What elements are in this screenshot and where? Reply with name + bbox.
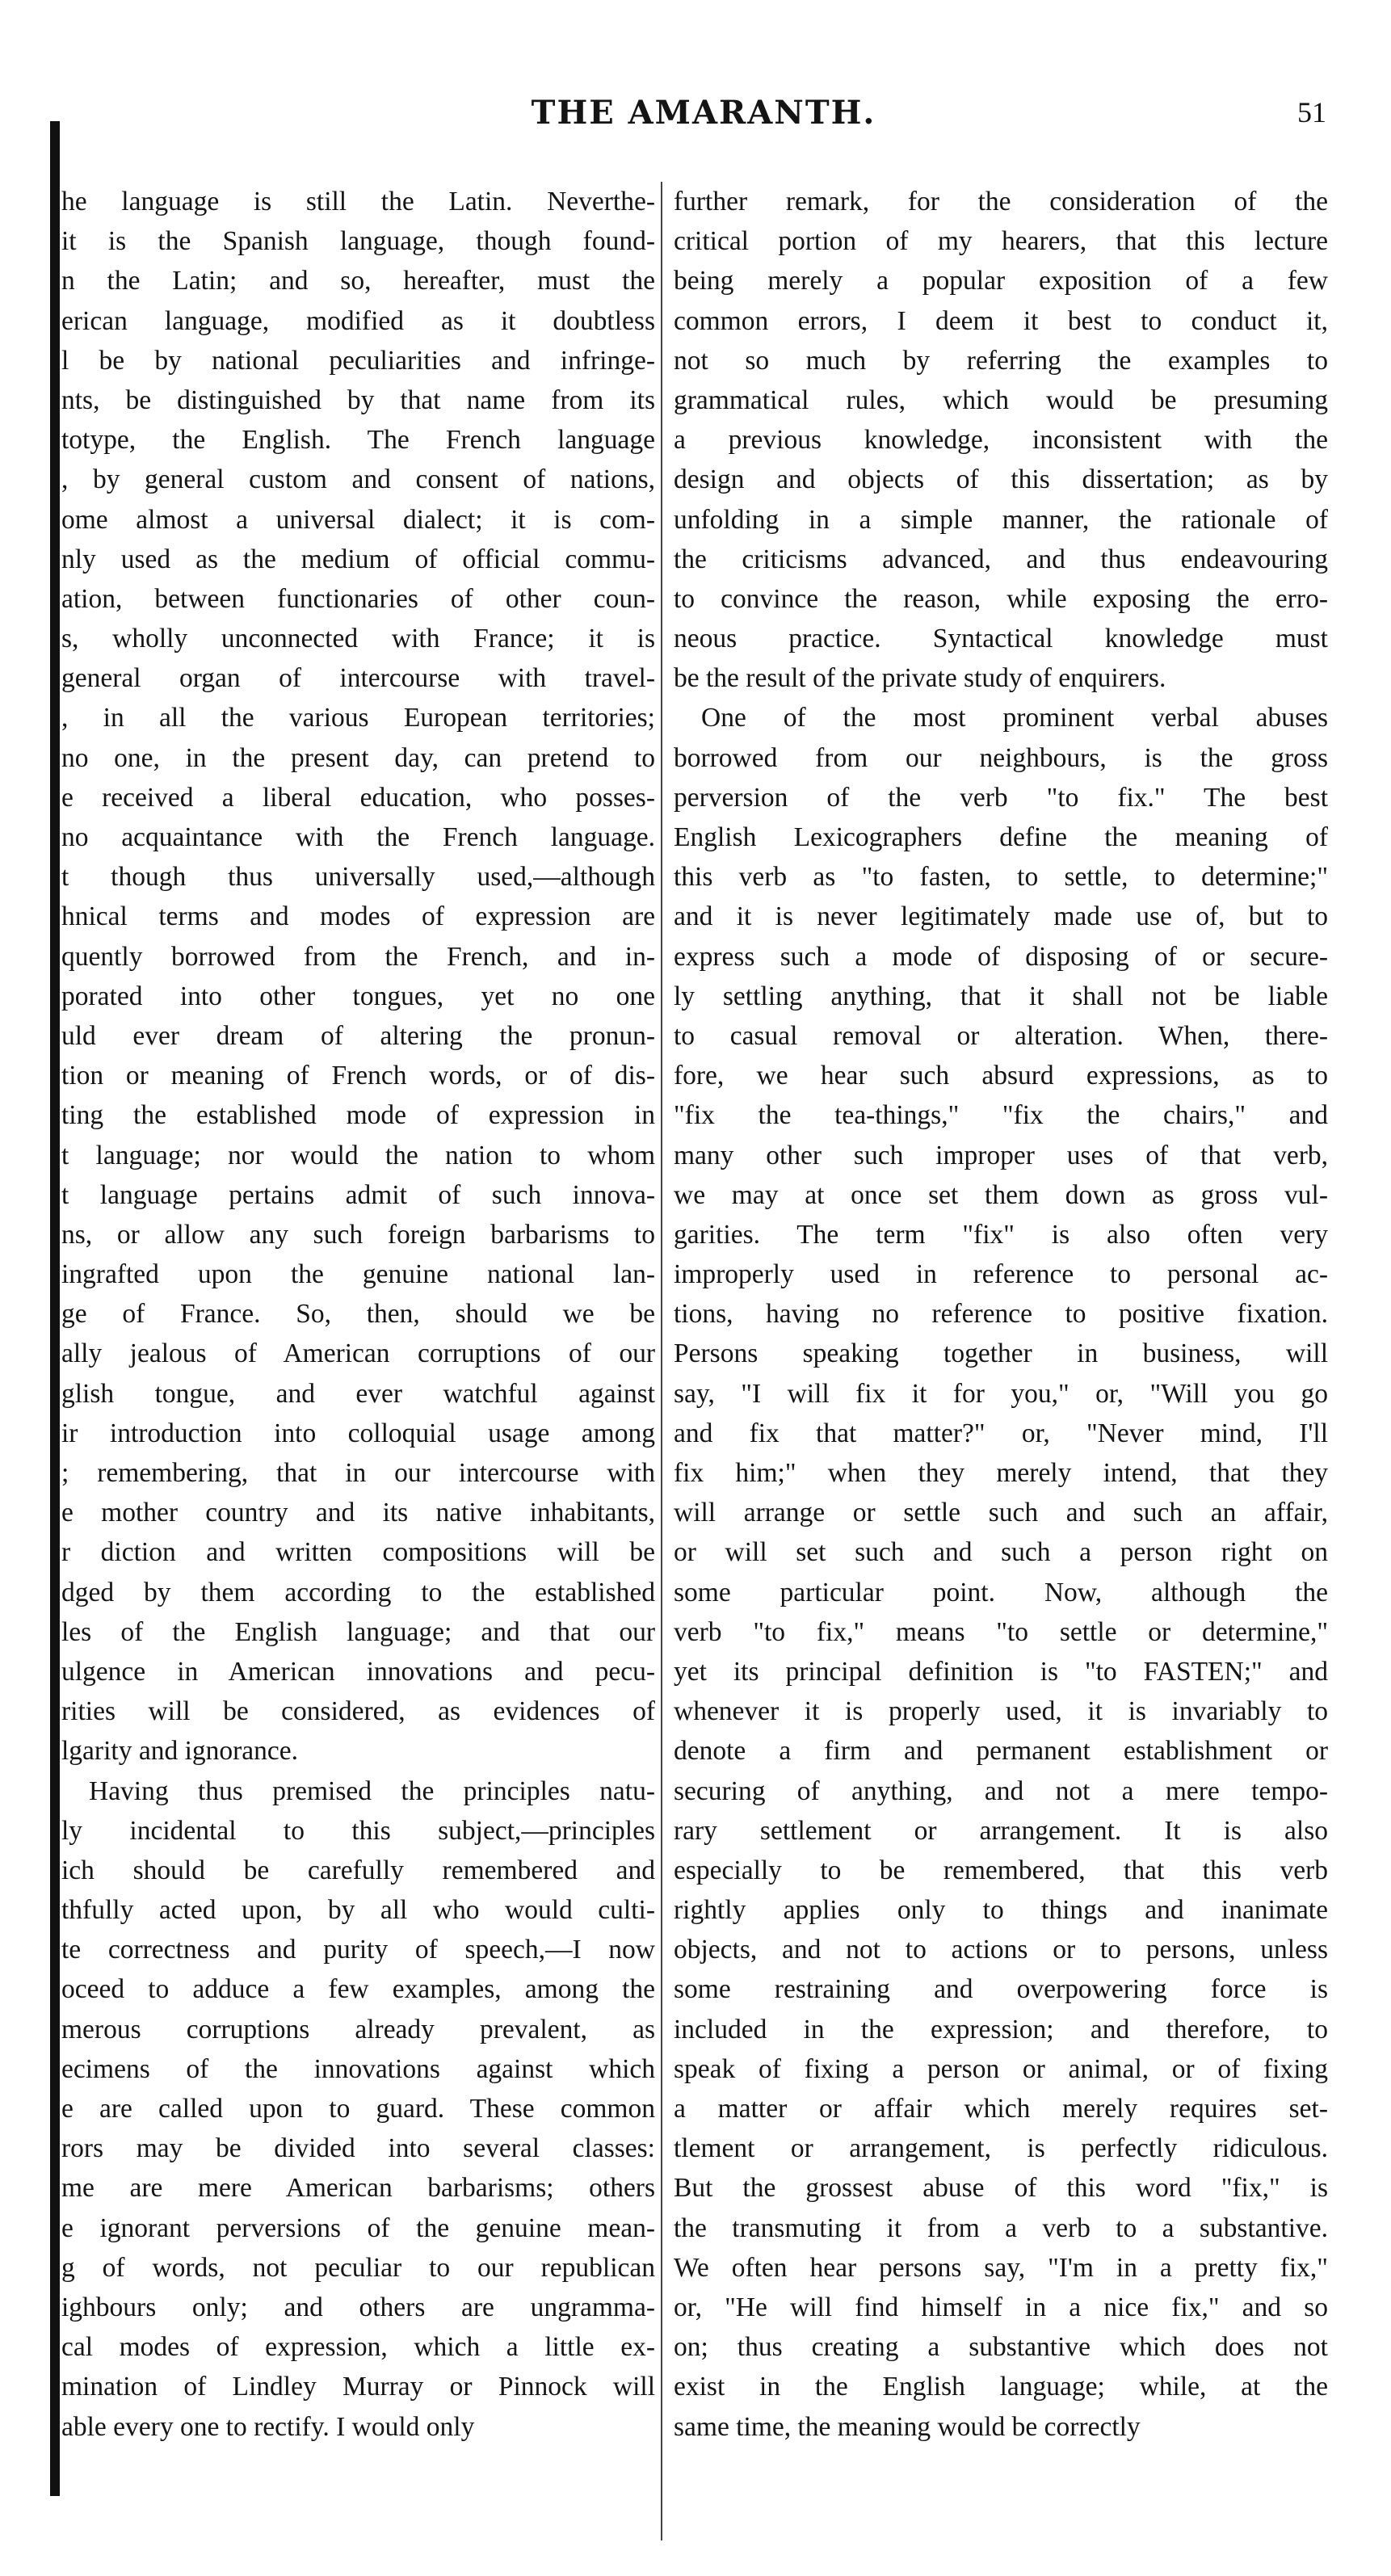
text-line: grammatical rules, which would be presuming	[674, 385, 1328, 415]
text-line: express such a mode of disposing of or secure-	[674, 941, 1328, 972]
text-line: to convince the reason, while exposing the erro-	[674, 583, 1328, 614]
text-line: on; thus creating a substantive which does not	[674, 2332, 1328, 2363]
text-line: s, wholly unconnected with France; it is	[61, 624, 655, 654]
text-line: tlement or arrangement, is perfectly ridiculous.	[674, 2133, 1328, 2164]
text-line: e are called upon to guard. These common	[61, 2094, 655, 2124]
text-line: included in the expression; and therefore, to	[674, 2014, 1328, 2044]
text-line: rities will be considered, as evidences of	[61, 1696, 655, 1727]
page-number: 51	[1297, 96, 1326, 128]
text-line: g of words, not peculiar to our republican	[61, 2252, 655, 2283]
running-header	[48, 94, 1359, 142]
binding-edge	[50, 121, 60, 2496]
text-line: quently borrowed from the French, and in-	[61, 941, 655, 972]
text-line: the criticisms advanced, and thus endeavouring	[674, 544, 1328, 574]
text-line: the transmuting it from a verb to a substantive.	[674, 2213, 1328, 2243]
text-line: able every one to rectify. I would only	[61, 2411, 475, 2442]
text-line: especially to be remembered, that this verb	[674, 1855, 1328, 1885]
text-line: ally jealous of American corruptions of our	[61, 1338, 655, 1369]
text-line: improperly used in reference to personal ac-	[674, 1259, 1328, 1290]
text-line: nly used as the medium of official commu-	[61, 544, 655, 574]
text-line: les of the English language; and that our	[61, 1616, 655, 1647]
text-line: We often hear persons say, "I'm in a pretty fix,"	[674, 2252, 1328, 2283]
text-line: ir introduction into colloquial usage among	[61, 1418, 655, 1448]
text-line: critical portion of my hearers, that this lecture	[674, 226, 1328, 257]
text-line: and fix that matter?" or, "Never mind, I'll	[674, 1418, 1328, 1448]
text-line: cal modes of expression, which a little ex-	[61, 2332, 655, 2363]
text-line: t language; nor would the nation to whom	[61, 1140, 655, 1170]
text-line: English Lexicographers define the meaning of	[674, 822, 1328, 852]
text-line: One of the most prominent verbal abuses	[701, 703, 1328, 733]
text-line: fix him;" when they merely intend, that they	[674, 1458, 1328, 1488]
text-line: yet its principal definition is "to FASTEN;" and	[674, 1656, 1328, 1687]
text-line: ge of France. So, then, should we be	[61, 1299, 655, 1330]
text-line: mination of Lindley Murray or Pinnock will	[61, 2372, 655, 2402]
text-line: rors may be divided into several classes:	[61, 2133, 655, 2164]
text-line: verb "to fix," means "to settle or determine,"	[674, 1616, 1328, 1647]
text-line: ecimens of the innovations against which	[61, 2053, 655, 2084]
text-line: design and objects of this dissertation; as by	[674, 464, 1328, 495]
text-line: neous practice. Syntactical knowledge must	[674, 624, 1328, 654]
text-line: not so much by referring the examples to	[674, 345, 1328, 376]
text-line: unfolding in a simple manner, the rationale of	[674, 504, 1328, 535]
text-line: Having thus premised the principles natu-	[89, 1775, 655, 1806]
text-line: some restraining and overpowering force is	[674, 1974, 1328, 2005]
text-line: ingrafted upon the genuine national lan-	[61, 1259, 655, 1290]
text-line: totype, the English. The French language	[61, 425, 655, 456]
text-line: lgarity and ignorance.	[61, 1736, 299, 1767]
text-line: nts, be distinguished by that name from its	[61, 385, 655, 415]
text-line: rary settlement or arrangement. It is also	[674, 1815, 1328, 1846]
text-line: e ignorant perversions of the genuine mean-	[61, 2213, 655, 2243]
text-line: ; remembering, that in our intercourse with	[61, 1458, 655, 1488]
text-line: merous corruptions already prevalent, as	[61, 2014, 655, 2044]
text-line: ighbours only; and others are ungramma-	[61, 2292, 655, 2322]
text-line: exist in the English language; while, at the	[674, 2372, 1328, 2402]
text-line: general organ of intercourse with travel-	[61, 663, 655, 694]
text-line: whenever it is properly used, it is invariably to	[674, 1696, 1328, 1727]
text-line: further remark, for the consideration of the	[674, 187, 1328, 216]
text-line: "fix the tea-things," "fix the chairs," and	[674, 1100, 1328, 1131]
text-line: But the grossest abuse of this word "fix," is	[674, 2173, 1328, 2204]
text-line: t though thus universally used,—although	[61, 862, 655, 893]
text-line: dged by them according to the established	[61, 1577, 655, 1607]
text-line: securing of anything, and not a mere tempo-	[674, 1775, 1328, 1806]
right-text-column	[674, 182, 1328, 2447]
text-line: l be by national peculiarities and infringe-	[61, 345, 655, 376]
text-line: a matter or affair which merely requires set-	[674, 2094, 1328, 2124]
text-line: a previous knowledge, inconsistent with the	[674, 425, 1328, 456]
text-line: speak of fixing a person or animal, or of fixing	[674, 2053, 1328, 2084]
text-line: hnical terms and modes of expression are	[61, 901, 655, 932]
text-line: e received a liberal education, who posses-	[61, 782, 655, 813]
text-line: rightly applies only to things and inanimate	[674, 1895, 1328, 1926]
text-line: or, "He will find himself in a nice fix," and so	[674, 2292, 1328, 2322]
text-line: ich should be carefully remembered and	[61, 1855, 655, 1885]
text-line: ulgence in American innovations and pecu-	[61, 1656, 655, 1687]
text-line: thfully acted upon, by all who would culti-	[61, 1895, 655, 1926]
left-text-column	[61, 182, 655, 2447]
text-line: no one, in the present day, can pretend to	[61, 742, 655, 773]
publication-title: THE AMARANTH.	[531, 94, 876, 132]
text-line: this verb as "to fasten, to settle, to determine;"	[674, 862, 1328, 893]
text-line: ation, between functionaries of other coun-	[61, 583, 655, 614]
text-line: porated into other tongues, yet no one	[61, 981, 655, 1011]
text-line: we may at once set them down as gross vul-	[674, 1179, 1328, 1210]
text-line: to casual removal or alteration. When, there-	[674, 1020, 1328, 1051]
text-line: fore, we hear such absurd expressions, as to	[674, 1061, 1328, 1091]
text-line: many other such improper uses of that verb,	[674, 1140, 1328, 1170]
text-line: uld ever dream of altering the pronun-	[61, 1020, 655, 1051]
text-line: ly incidental to this subject,—principles	[61, 1815, 655, 1846]
text-line: denote a firm and permanent establishment or	[674, 1736, 1328, 1767]
text-line: oceed to adduce a few examples, among the	[61, 1974, 655, 2005]
text-line: perversion of the verb "to fix." The best	[674, 782, 1328, 813]
text-line: , by general custom and consent of nations,	[61, 464, 655, 495]
text-line: common errors, I deem it best to conduct it,	[674, 305, 1328, 336]
text-line: borrowed from our neighbours, is the gross	[674, 742, 1328, 773]
text-line: some particular point. Now, although the	[674, 1577, 1328, 1607]
text-line: glish tongue, and ever watchful against	[61, 1378, 655, 1409]
text-line: ly settling anything, that it shall not be liable	[674, 981, 1328, 1011]
text-line: me are mere American barbarisms; others	[61, 2173, 655, 2204]
text-line: being merely a popular exposition of a few	[674, 266, 1328, 296]
text-line: say, "I will fix it for you," or, "Will you go	[674, 1378, 1328, 1409]
text-line: t language pertains admit of such innova-	[61, 1179, 655, 1210]
text-line: will arrange or settle such and such an affair,	[674, 1498, 1328, 1528]
text-line: and it is never legitimately made use of, but to	[674, 901, 1328, 932]
text-line: tions, having no reference to positive fixation.	[674, 1299, 1328, 1330]
text-line: objects, and not to actions or to persons, unless	[674, 1935, 1328, 1965]
text-line: or will set such and such a person right on	[674, 1537, 1328, 1568]
text-line: , in all the various European territories;	[61, 703, 655, 733]
text-line: tion or meaning of French words, or of dis-	[61, 1061, 655, 1091]
text-line: r diction and written compositions will be	[61, 1537, 655, 1568]
text-line: garities. The term "fix" is also often very	[674, 1219, 1328, 1250]
text-line: no acquaintance with the French language.	[61, 822, 655, 852]
text-line: erican language, modified as it doubtless	[61, 305, 655, 336]
text-line: n the Latin; and so, hereafter, must the	[61, 266, 655, 296]
text-line: Persons speaking together in business, will	[674, 1338, 1328, 1369]
text-line: he language is still the Latin. Neverthe-	[61, 187, 655, 216]
text-line: ting the established mode of expression in	[61, 1100, 655, 1131]
text-line: same time, the meaning would be correctly	[674, 2411, 1141, 2442]
column-divider	[661, 182, 662, 2540]
text-line: e mother country and its native inhabitants,	[61, 1498, 655, 1528]
text-line: it is the Spanish language, though found-	[61, 226, 655, 257]
text-line: te correctness and purity of speech,—I now	[61, 1935, 655, 1965]
text-line: ome almost a universal dialect; it is com-	[61, 504, 655, 535]
text-line: be the result of the private study of enquirers.	[674, 663, 1166, 694]
text-line: ns, or allow any such foreign barbarisms to	[61, 1219, 655, 1250]
